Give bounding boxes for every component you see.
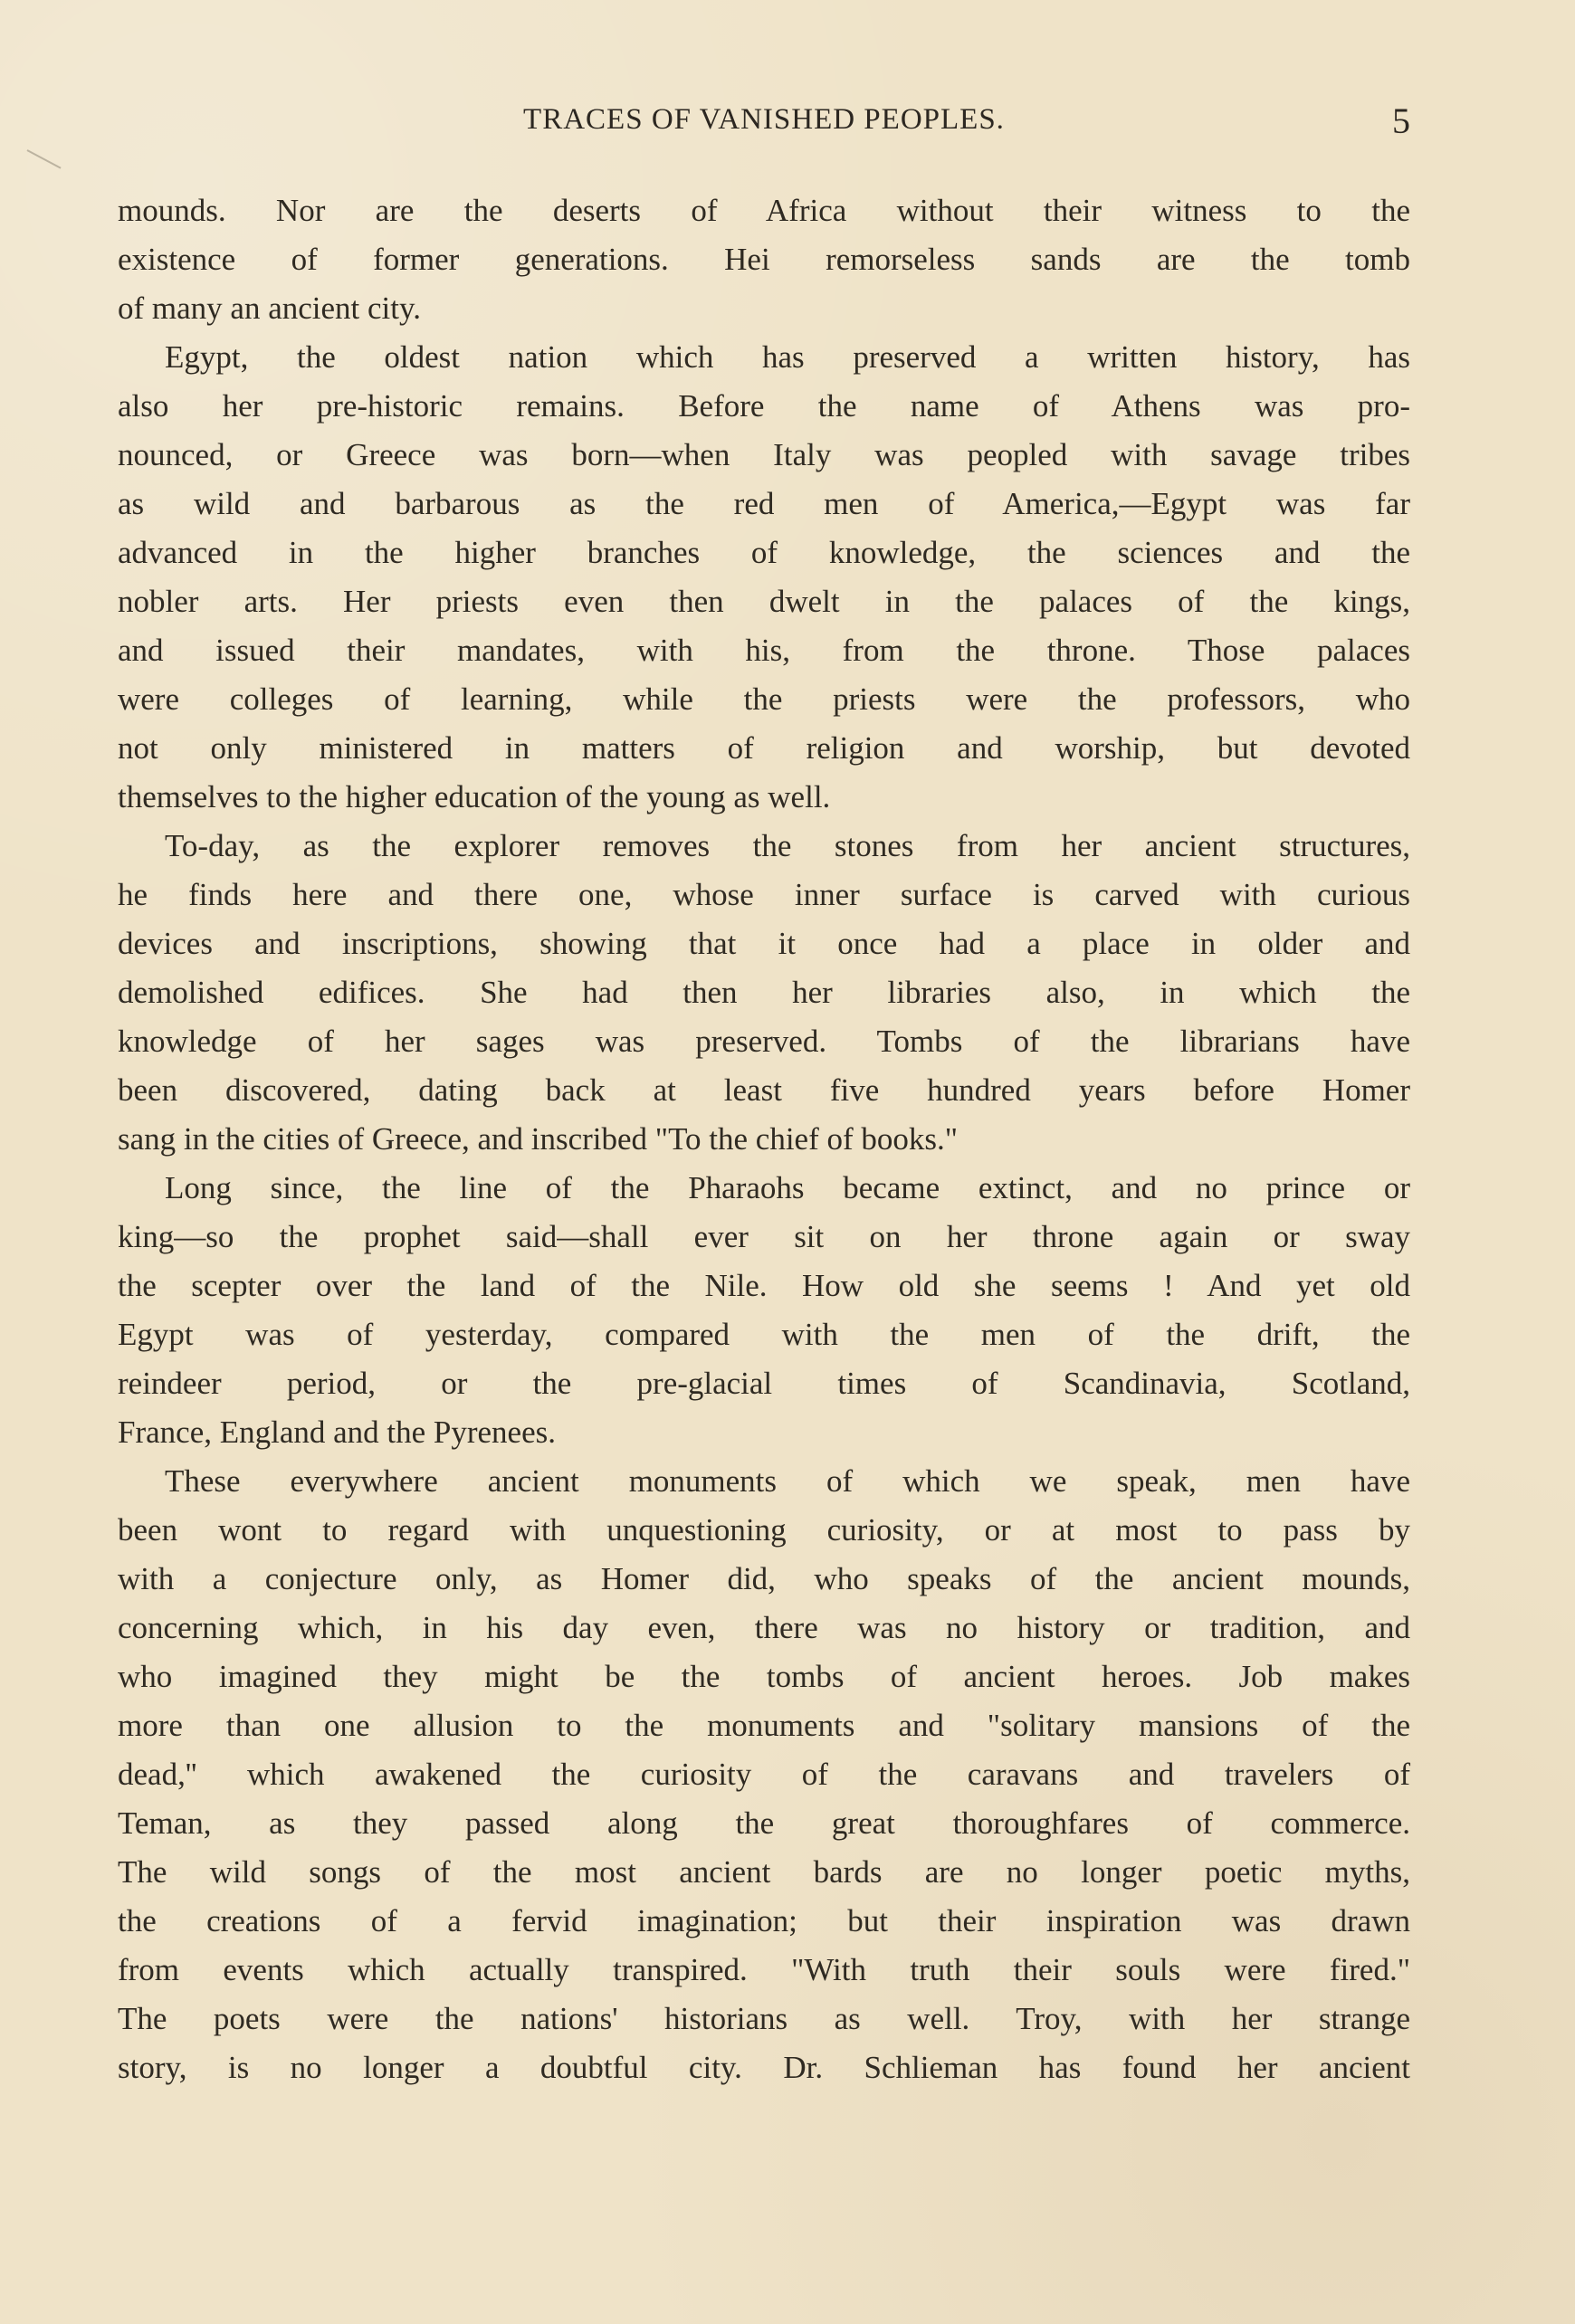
text-line: not only ministered in matters of religion and worship, but devoted bbox=[118, 730, 1410, 766]
text-line: story, is no longer a doubtful city. Dr. Schlieman has found her ancient bbox=[118, 2050, 1410, 2085]
text-line: demolished edifices. She had then her libraries also, in which the bbox=[118, 975, 1410, 1010]
text-line: existence of former generations. Hei remorseless sands are the tomb bbox=[118, 242, 1410, 277]
text-line: themselves to the higher education of the young as well. bbox=[118, 779, 831, 814]
text-line: the scepter over the land of the Nile. How old she seems ! And yet old bbox=[118, 1268, 1410, 1303]
text-line: as wild and barbarous as the red men of America,—Egypt was far bbox=[118, 486, 1410, 521]
page-header bbox=[118, 100, 1410, 150]
margin-mark bbox=[27, 149, 62, 168]
text-line: with a conjecture only, as Homer did, who speaks of the ancient mounds, bbox=[118, 1561, 1410, 1596]
text-line: The wild songs of the most ancient bards are no longer poetic myths, bbox=[118, 1854, 1410, 1890]
text-line: from events which actually transpired. "With truth their souls were fired." bbox=[118, 1952, 1410, 1987]
text-line: reindeer period, or the pre-glacial times of Scandinavia, Scotland, bbox=[118, 1366, 1410, 1401]
text-line: The poets were the nations' historians as well. Troy, with her strange bbox=[118, 2001, 1410, 2036]
running-title: TRACES OF VANISHED PEOPLES. bbox=[523, 103, 1005, 136]
text-line: knowledge of her sages was preserved. Tombs of the librarians have bbox=[118, 1024, 1410, 1059]
text-line: been wont to regard with unquestioning curiosity, or at most to pass by bbox=[118, 1512, 1410, 1548]
text-line: These everywhere ancient monuments of which we speak, men have bbox=[165, 1463, 1410, 1499]
text-line: king—so the prophet said—shall ever sit on her throne again or sway bbox=[118, 1219, 1410, 1254]
text-line: been discovered, dating back at least five hundred years before Homer bbox=[118, 1072, 1410, 1108]
text-line: more than one allusion to the monuments and "solitary mansions of the bbox=[118, 1708, 1410, 1743]
text-line: mounds. Nor are the deserts of Africa without their witness to the bbox=[118, 193, 1410, 228]
text-line: Teman, as they passed along the great thoroughfares of commerce. bbox=[118, 1805, 1410, 1841]
text-line: who imagined they might be the tombs of ancient heroes. Job makes bbox=[118, 1659, 1410, 1694]
text-line: To-day, as the explorer removes the stones from her ancient structures, bbox=[165, 828, 1410, 863]
text-line: Egypt was of yesterday, compared with the men of the drift, the bbox=[118, 1317, 1410, 1352]
text-line: sang in the cities of Greece, and inscribed "To the chief of books." bbox=[118, 1121, 959, 1157]
text-line: he finds here and there one, whose inner surface is carved with curious bbox=[118, 877, 1410, 912]
text-line: nobler arts. Her priests even then dwelt in the palaces of the kings, bbox=[118, 584, 1410, 619]
text-line: devices and inscriptions, showing that it once had a place in older and bbox=[118, 926, 1410, 961]
text-line: nounced, or Greece was born—when Italy was peopled with savage tribes bbox=[118, 437, 1410, 472]
text-line: the creations of a fervid imagination; but their inspiration was drawn bbox=[118, 1903, 1410, 1938]
text-line: of many an ancient city. bbox=[118, 290, 421, 326]
text-line: advanced in the higher branches of knowledge, the sciences and the bbox=[118, 535, 1410, 570]
text-line: also her pre-historic remains. Before the name of Athens was pro- bbox=[118, 388, 1410, 424]
text-line: Long since, the line of the Pharaohs became extinct, and no prince or bbox=[165, 1170, 1410, 1205]
text-line: were colleges of learning, while the priests were the professors, who bbox=[118, 681, 1410, 717]
body-text bbox=[118, 186, 1410, 2092]
text-line: concerning which, in his day even, there was no history or tradition, and bbox=[118, 1610, 1410, 1645]
text-line: Egypt, the oldest nation which has preserved a written history, has bbox=[165, 339, 1410, 375]
page-number: 5 bbox=[1392, 100, 1410, 141]
text-line: France, England and the Pyrenees. bbox=[118, 1414, 557, 1450]
text-line: dead,'' which awakened the curiosity of the caravans and travelers of bbox=[118, 1757, 1410, 1792]
text-line: and issued their mandates, with his, from the throne. Those palaces bbox=[118, 633, 1410, 668]
